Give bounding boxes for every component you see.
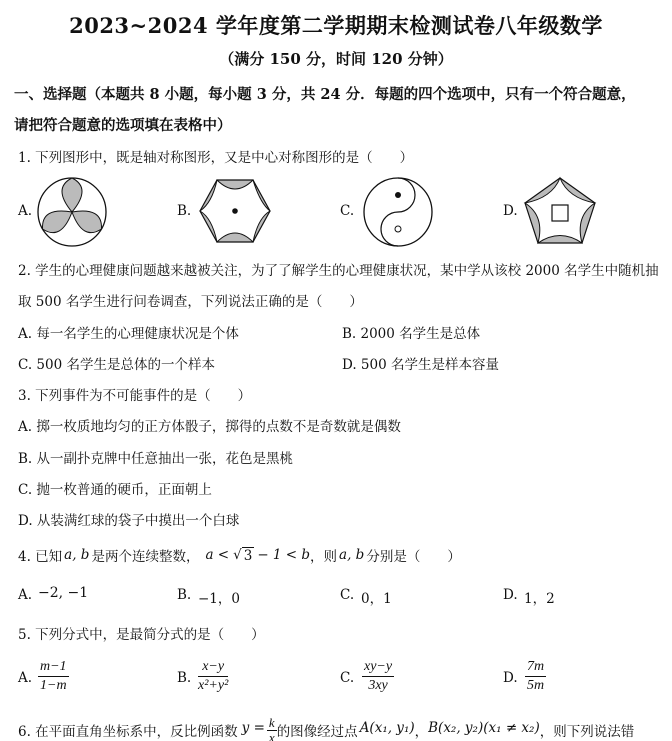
exam-info: （满分 150 分，时间 120 分钟） — [219, 50, 453, 68]
q5-option-b-numerator: x−y — [198, 658, 228, 677]
q5-option-a-denominator: 1−m — [40, 678, 67, 693]
q5-option-a-fraction — [38, 658, 69, 695]
q6-function-fraction — [267, 716, 277, 741]
q4-sqrt-radicand: 3 — [243, 547, 253, 564]
q6-func-lhs: y = — [241, 720, 265, 736]
q6-stem-a: 6. 在平面直角坐标系中，反比例函数 — [18, 724, 238, 740]
q6-func-numerator: k — [268, 716, 275, 730]
yin-yang-icon — [362, 176, 434, 248]
q4-vars: a, b — [64, 547, 90, 563]
q6-point-a: A(x₁, y₁) — [359, 720, 415, 736]
q4-option-b-value: −1，0 — [198, 591, 240, 607]
question-3-stem: 3. 下列事件为不可能事件的是（ ） — [18, 388, 252, 404]
circle-three-petal-icon — [36, 176, 108, 248]
page-title: 2023~2024 学年度第二学期期末检测试卷八年级数学 — [69, 13, 603, 38]
question-6-stem — [18, 716, 634, 741]
q5-option-a-label: A. — [18, 670, 33, 686]
q3-option-a: A. 掷一枚质地均匀的正方体骰子，掷得的点数不是奇数就是偶数 — [18, 419, 401, 435]
pentagon-arcs-square-icon — [523, 176, 597, 246]
q5-option-b-denominator: x²+y² — [198, 678, 229, 693]
q6-stem-b: 的图像经过点 — [276, 724, 358, 740]
question-2-line2: 取 500 名学生进行问卷调查，下列说法正确的是（ ） — [18, 294, 363, 310]
q4-option-b-label: B. — [177, 587, 192, 603]
section-heading-cont: 请把符合题意的选项填在表格中） — [14, 117, 232, 134]
q5-option-a-numerator: m−1 — [38, 658, 69, 677]
q4-ineq-b: − 1 < b — [257, 547, 311, 563]
q4-option-a-label: A. — [18, 587, 33, 603]
q6-func-denominator: x — [268, 730, 275, 741]
q4-stem-a: 4. 已知 — [18, 549, 63, 565]
q2-option-c: C. 500 名学生是总体的一个样本 — [18, 357, 215, 373]
q2-option-d: D. 500 名学生是样本容量 — [342, 357, 499, 373]
q4-option-d-label: D. — [503, 587, 518, 603]
hexagon-arcs-dot-icon — [198, 178, 272, 244]
q4-vars2: a, b — [339, 547, 365, 563]
q5-option-c-denominator: 3xy — [368, 678, 388, 693]
q5-option-b-label: B. — [177, 670, 192, 686]
question-5-stem: 5. 下列分式中，是最简分式的是（ ） — [18, 627, 265, 643]
q6-stem-c: ，则下列说法错 — [539, 724, 635, 740]
q4-option-d-value: 1，2 — [524, 591, 555, 607]
q4-ineq-a: a < — [205, 547, 230, 563]
q5-option-d-denominator: 5m — [527, 678, 545, 693]
q2-option-a: A. 每一名学生的心理健康状况是个体 — [18, 326, 239, 342]
q3-option-b: B. 从一副扑克牌中任意抽出一张，花色是黑桃 — [18, 451, 294, 467]
q1-option-a-label: A. — [18, 203, 33, 219]
sqrt-symbol: √ — [233, 547, 242, 563]
q4-option-c-label: C. — [340, 587, 355, 603]
q3-option-c: C. 抛一枚普通的硬币，正面朝上 — [18, 482, 212, 498]
q3-option-d: D. 从装满红球的袋子中摸出一个白球 — [18, 513, 240, 529]
q6-point-b: B(x₂, y₂) — [428, 720, 484, 736]
q1-option-c-label: C. — [340, 203, 355, 219]
q1-option-b-label: B. — [177, 203, 192, 219]
q5-option-c-numerator: xy−y — [362, 658, 394, 677]
q6-condition: (x₁ ≠ x₂) — [483, 720, 540, 736]
question-4-stem — [18, 545, 461, 565]
q5-option-c-fraction — [362, 658, 394, 695]
q6-separator: ， — [414, 724, 429, 740]
q5-option-b-fraction — [198, 658, 228, 695]
q4-stem-d: 分别是（ ） — [366, 549, 461, 565]
q5-option-d-fraction — [525, 658, 546, 695]
q2-option-b: B. 2000 名学生是总体 — [342, 326, 481, 342]
q4-stem-c: ，则 — [310, 549, 338, 565]
q4-option-a-value: −2, −1 — [38, 585, 89, 601]
q5-option-c-label: C. — [340, 670, 355, 686]
q5-option-d-label: D. — [503, 670, 518, 686]
q5-option-d-numerator: 7m — [525, 658, 546, 677]
question-2-line1: 2. 学生的心理健康问题越来越被关注，为了了解学生的心理健康状况，某中学从该校 2000 名学生中随机抽 — [18, 263, 659, 279]
question-1-stem: 1. 下列图形中，既是轴对称图形，又是中心对称图形的是（ ） — [18, 150, 414, 166]
section-heading: 一、选择题（本题共 8 小题，每小题 3 分，共 24 分．每题的四个选项中，只有一个符合题意， — [14, 86, 636, 103]
q1-option-d-label: D. — [503, 203, 518, 219]
q4-option-c-value: 0，1 — [361, 591, 392, 607]
q4-stem-b: 是两个连续整数， — [91, 549, 200, 565]
